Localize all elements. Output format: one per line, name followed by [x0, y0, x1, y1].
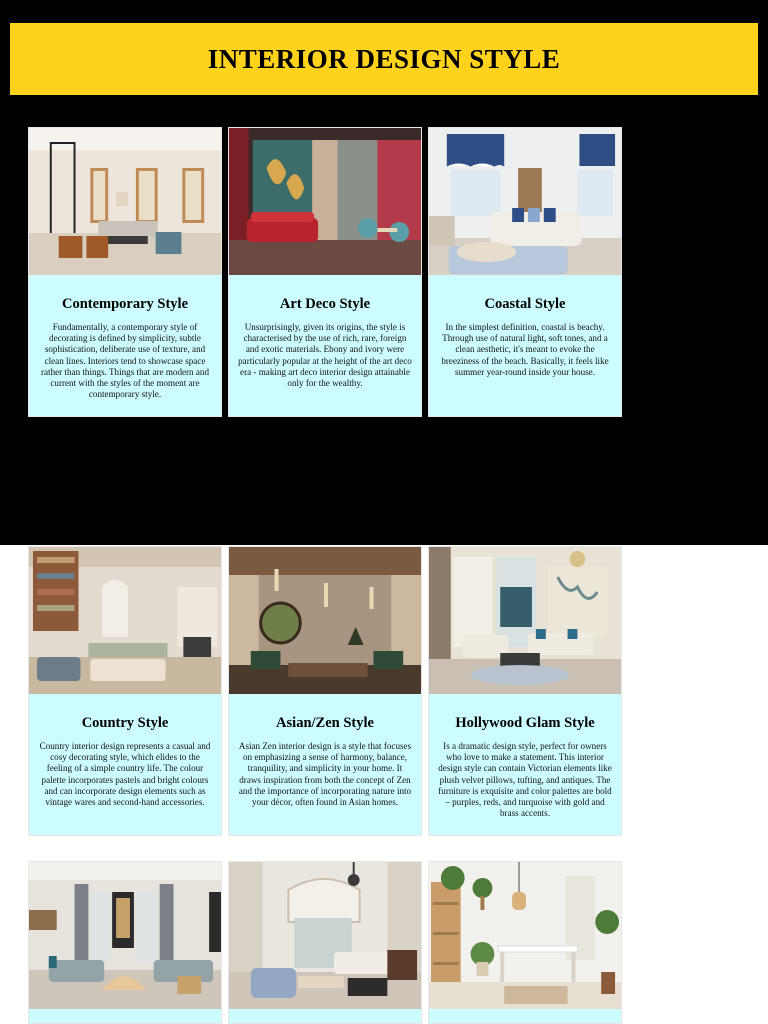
card-title: Contemporary Style	[61, 296, 189, 312]
asian-zen-room-photo	[229, 547, 421, 694]
hollywood-glam-room-photo	[429, 547, 621, 694]
coastal-room-photo	[429, 128, 621, 275]
style-card-row3-left	[28, 861, 222, 1024]
classic-living-room-photo	[229, 862, 421, 1009]
card-title: Art Deco Style	[279, 296, 371, 312]
style-card-art-deco	[228, 127, 422, 417]
card-description: Fundamentally, a contemporary style of decorating is defined by simplicity, subtle sophistication, deliberate use of texture, and clean lines. Interiors tend to showcase space rather than things. Things that are modern and current with the styles of the moment are contemporary style.	[40, 322, 210, 400]
title-banner	[10, 23, 758, 95]
style-card-row3-middle	[228, 861, 422, 1024]
card-title: Country Style	[81, 715, 169, 731]
card-description: In the simplest definition, coastal is beachy. Through use of natural light, soft tones, and a clean aesthetic, it's meant to evoke the breeziness of the beach. Basically, it feels like summer year-round inside your house.	[441, 322, 609, 377]
page-title: INTERIOR DESIGN STYLE	[207, 43, 561, 74]
card-description: Asian Zen interior design is a style that focuses on emphasizing a sense of harmony, balance, tranquility, and simplicity in your home. It draws inspiration from both the concept of Zen and the importance of incorporating nature into your décor, often found in Asian homes.	[238, 741, 412, 808]
living-room-photo	[29, 862, 221, 1009]
card-description: Is a dramatic design style, perfect for owners who love to make a statement. This interior design style can contain Victorian elements like plush velvet pillows, tufting, and antiques. The furniture is exquisite and color palettes are bold – purples, reds, and turquoise with gold and brass accents.	[438, 741, 612, 819]
card-description: Unsurprisingly, given its origins, the style is characterised by the use of rich, rare, foreign and exotic materials. Ebony and ivory were particularly popular at the height of the art deco era - making art deco interior design attainable only for the wealthy.	[238, 322, 412, 389]
card-title: Hollywood Glam Style	[455, 715, 595, 731]
contemporary-room-photo	[29, 128, 221, 275]
style-card-country	[28, 546, 222, 836]
card-description: Country interior design represents a casual and cosy decorating style, which elides to the feeling of a simple country life. The colour palette incorporates pastels and bright colours and can incorporate design elements such as vintage wares and second-hand accessories.	[39, 741, 211, 808]
scandinavian-room-photo	[429, 862, 621, 1009]
card-title: Coastal Style	[484, 296, 566, 312]
style-card-contemporary	[28, 127, 222, 417]
art-deco-room-photo	[229, 128, 421, 275]
card-title: Asian/Zen Style	[276, 715, 374, 731]
style-card-asian-zen	[228, 546, 422, 836]
country-room-photo	[29, 547, 221, 694]
style-card-hollywood-glam	[428, 546, 622, 836]
style-card-row3-right	[428, 861, 622, 1024]
style-card-coastal	[428, 127, 622, 417]
